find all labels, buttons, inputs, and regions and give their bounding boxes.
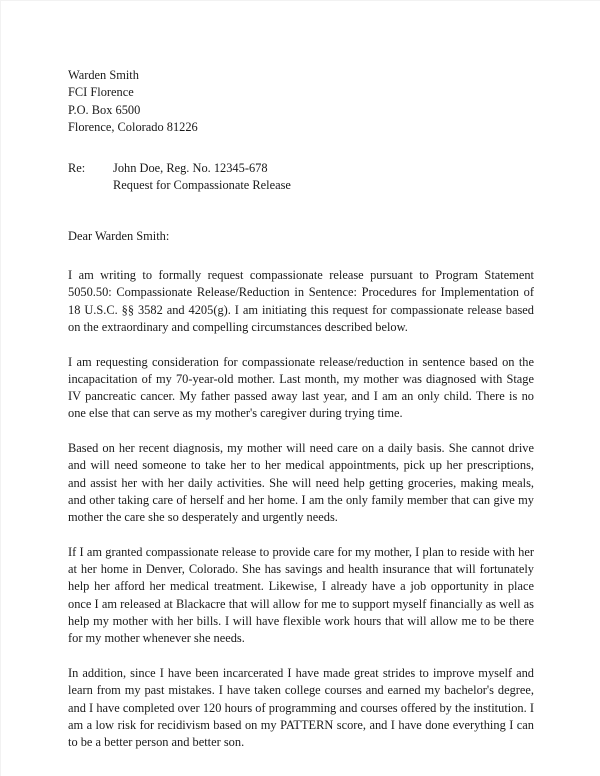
subject-text: Request for Compassionate Release: [113, 178, 291, 193]
address-line: P.O. Box 6500: [68, 102, 141, 117]
address-line: FCI Florence: [68, 85, 134, 100]
letter-body: [68, 267, 534, 751]
body-paragraph: If I am granted compassionate release to provide care for my mother, I plan to reside with her at her home in Denver, Colorado. She has savings and health insurance that will fortunately help her afford her medical treatment. Likewise, I already have a job opportunity in place once I am released at Blackacre that will allow for me to support myself financially as well as help my mother with her bills. I will have flexible work hours that will allow me to be there for my mother whenever she needs.: [68, 544, 534, 646]
letter-content: [68, 67, 534, 751]
recipient-address-block: [68, 67, 534, 136]
subject-reference-block: [68, 160, 534, 195]
body-paragraph: I am requesting consideration for compassionate release/reduction in sentence based on the incapacitation of my 70-year-old mother. Last month, my mother was diagnosed with Stage IV pancreatic cancer. My father passed away last year, and I am an only child. There is no one else that can serve as my mother's caregiver during trying time.: [68, 354, 534, 421]
subject-line: [68, 177, 534, 194]
subject-line: [68, 160, 534, 177]
subject-text: John Doe, Reg. No. 12345-678: [113, 161, 268, 176]
body-paragraph: I am writing to formally request compassionate release pursuant to Program Statement 5050.50: Compassionate Release/Reduction in Sentence: Procedures for Implementation of 18 U.S.C. §§ 3582 and 4205(g). I am initiating this request for compassionate release based on the extraordinary and compelling circumstances described below.: [68, 268, 534, 334]
address-line: Warden Smith: [68, 68, 139, 82]
subject-label: Re:: [68, 161, 86, 176]
salutation: Dear Warden Smith:: [68, 228, 170, 243]
body-paragraph: In addition, since I have been incarcerated I have made great strides to improve myself and learn from my past mistakes. I have taken college courses and earned my bachelor's degree, and I have completed over 120 hours of programming and courses offered by the institution. I am a low risk for recidivism based on my PATTERN score, and I have done everything I can to be a better person and better son.: [68, 665, 534, 750]
address-line: Florence, Colorado 81226: [68, 119, 198, 134]
body-paragraph: Based on her recent diagnosis, my mother will need care on a daily basis. She cannot drive and will need someone to take her to her medical appointments, pick up her prescriptions, and assist her with her daily activities. She will need help getting groceries, making meals, and other taking care of herself and her home. I am the only family member that can give my mother the care she so desperately and urgently needs.: [68, 441, 534, 525]
